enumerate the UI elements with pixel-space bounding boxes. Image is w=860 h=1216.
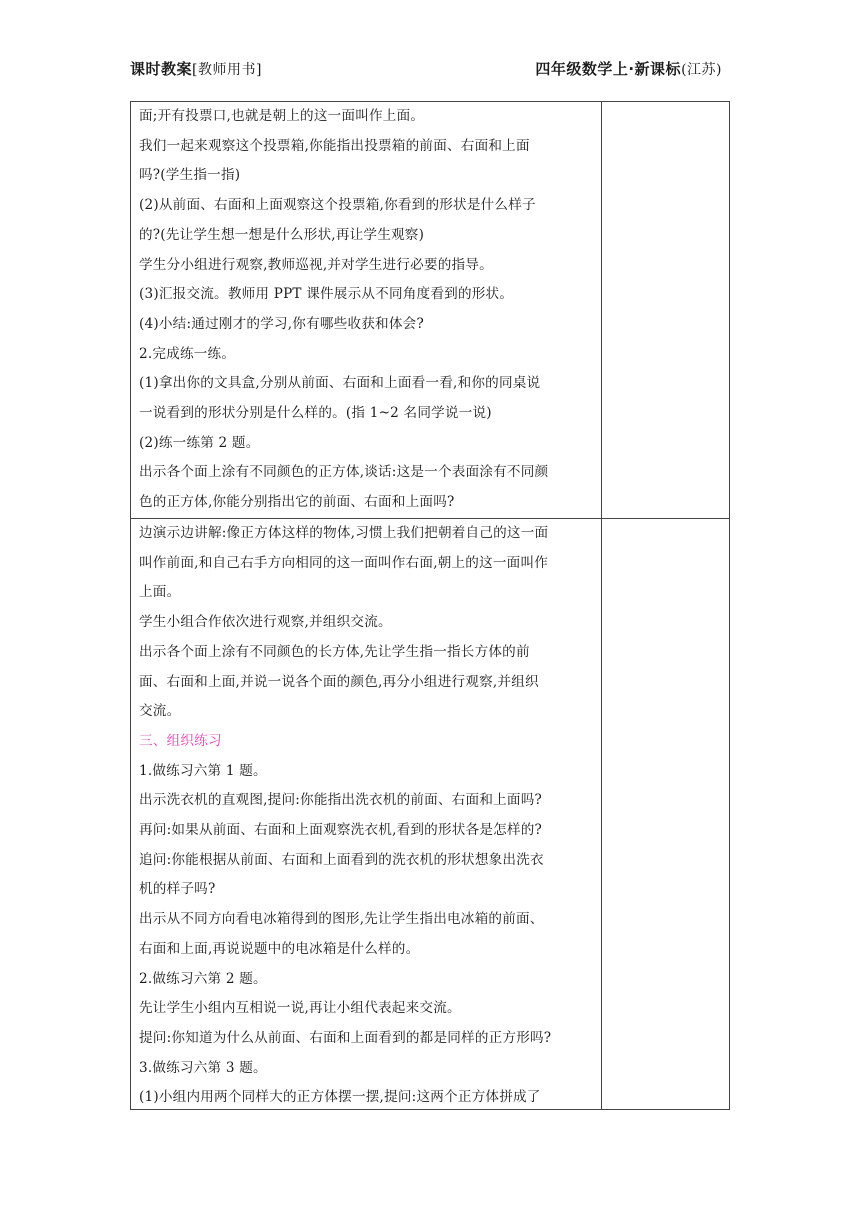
text-line: 学生小组合作依次进行观察,并组织交流。 xyxy=(139,614,392,631)
text-line: 一说看到的形状分别是什么样的。(指 1~2 名同学说一说) xyxy=(139,405,492,422)
text-line: 交流。 xyxy=(139,703,181,720)
text-line: 出示各个面上涂有不同颜色的正方体,谈话:这是一个表面涂有不同颜 xyxy=(139,464,549,481)
table-cell-notes xyxy=(602,519,729,1109)
page-header xyxy=(130,58,730,82)
header-right-subtitle: (江苏) xyxy=(681,62,722,78)
text-line: (3)汇报交流。教师用 PPT 课件展示从不同角度看到的形状。 xyxy=(139,286,514,303)
text-line: 出示各个面上涂有不同颜色的长方体,先让学生指一指长方体的前 xyxy=(139,643,530,660)
text-line: (4)小结:通过刚才的学习,你有哪些收获和体会? xyxy=(139,315,424,332)
text-line: 机的样子吗? xyxy=(139,881,216,898)
text-line: 我们一起来观察这个投票箱,你能指出投票箱的前面、右面和上面 xyxy=(139,137,530,154)
text-line: 先让学生小组内互相说一说,再让小组代表起来交流。 xyxy=(139,1000,461,1017)
text-line: 出示洗衣机的直观图,提问:你能指出洗衣机的前面、右面和上面吗? xyxy=(139,792,543,809)
text-line: 2.做练习六第 2 题。 xyxy=(139,970,267,987)
table-row xyxy=(131,102,729,519)
text-line: 1.做练习六第 1 题。 xyxy=(139,762,267,779)
text-line: 学生分小组进行观察,教师巡视,并对学生进行必要的指导。 xyxy=(139,256,493,273)
table-cell-notes xyxy=(602,102,729,518)
text-line: 提问:你知道为什么从前面、右面和上面看到的都是同样的正方形吗? xyxy=(139,1029,552,1046)
text-line: 边演示边讲解:像正方体这样的物体,习惯上我们把朝着自己的这一面 xyxy=(139,525,549,541)
table-cell-content xyxy=(131,102,602,518)
text-line: (1)拿出你的文具盒,分别从前面、右面和上面看一看,和你的同桌说 xyxy=(139,375,541,392)
text-line: (1)小组内用两个同样大的正方体摆一摆,提问:这两个正方体拼成了 xyxy=(139,1089,541,1106)
header-right-title: 四年级数学上·新课标 xyxy=(535,60,682,78)
text-line: 上面。 xyxy=(139,584,181,601)
text-line: 吗?(学生指一指) xyxy=(139,167,241,184)
table-row xyxy=(131,519,729,1109)
text-line: (2)练一练第 2 题。 xyxy=(139,434,260,451)
text-line: 的?(先让学生想一想是什么形状,再让学生观察) xyxy=(139,226,425,243)
text-line: (2)从前面、右面和上面观察这个投票箱,你看到的形状是什么样子 xyxy=(139,197,536,214)
text-line: 3.做练习六第 3 题。 xyxy=(139,1059,267,1076)
lesson-plan-table xyxy=(130,101,730,1110)
header-left xyxy=(130,58,262,79)
text-line: 面、右面和上面,并说一说各个面的颜色,再分小组进行观察,并组织 xyxy=(139,673,539,690)
header-left-subtitle: [教师用书] xyxy=(192,62,262,78)
text-line: 追问:你能根据从前面、右面和上面看到的洗衣机的形状想象出洗衣 xyxy=(139,851,544,868)
text-line: 右面和上面,再说说题中的电冰箱是什么样的。 xyxy=(139,940,420,957)
table-cell-content xyxy=(131,519,602,1109)
text-line: 色的正方体,你能分别指出它的前面、右面和上面吗? xyxy=(139,494,455,511)
text-line: 2.完成练一练。 xyxy=(139,345,236,362)
header-left-title: 课时教案 xyxy=(130,60,193,78)
text-line: 再问:如果从前面、右面和上面观察洗衣机,看到的形状各是怎样的? xyxy=(139,822,543,839)
text-line: 叫作前面,和自己右手方向相同的这一面叫作右面,朝上的这一面叫作 xyxy=(139,554,549,571)
text-line: 面;开有投票口,也就是朝上的这一面叫作上面。 xyxy=(139,108,425,124)
section-heading: 三、组织练习 xyxy=(139,732,222,749)
text-line: 出示从不同方向看电冰箱得到的图形,先让学生指出电冰箱的前面、 xyxy=(139,911,544,928)
header-right xyxy=(535,58,722,79)
